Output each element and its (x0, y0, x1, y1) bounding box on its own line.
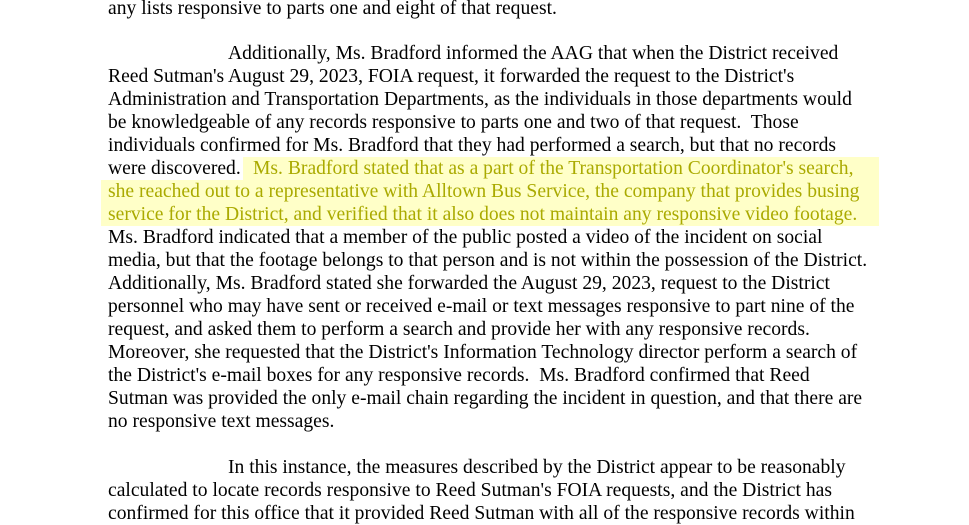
highlighted-sentence: Ms. Bradford stated that as a part of the Transportation Coordinator's search, (253, 158, 854, 179)
text-line: Additionally, Ms. Bradford stated she forwarded the August 29, 2023, request to the District (108, 273, 830, 294)
text-line: request, and asked them to perform a search and provide her with any responsive records. (108, 319, 810, 340)
highlighted-text (108, 203, 857, 226)
highlighted-text (253, 157, 853, 180)
text-line: any lists responsive to parts one and eight of that request. (108, 0, 557, 19)
paragraph-first-line: In this instance, the measures described by the District appear to be reasonably (228, 457, 846, 478)
text-line: personnel who may have sent or received e-mail or text messages responsive to part nine of the (108, 296, 855, 317)
paragraph-first-line: Additionally, Ms. Bradford informed the AAG that when the District received (228, 43, 839, 64)
text-line: confirmed for this office that it provided Reed Sutman with all of the responsive records within (108, 503, 855, 524)
text-line: no responsive text messages. (108, 411, 335, 432)
highlighted-sentence: she reached out to a representative with Alltown Bus Service, the company that provides busing (108, 181, 860, 202)
text-line: the District's e-mail boxes for any responsive records. Ms. Bradford confirmed that Reed (108, 365, 810, 386)
text-line: calculated to locate records responsive to Reed Sutman's FOIA requests, and the District has (108, 480, 832, 501)
text-line: were discovered. (108, 158, 251, 179)
text-line: be knowledgeable of any records responsive to parts one and two of that request. Those (108, 112, 799, 133)
text-line: Administration and Transportation Departments, as the individuals in those departments would (108, 89, 852, 110)
text-line: Reed Sutman's August 29, 2023, FOIA request, it forwarded the request to the District's (108, 66, 795, 87)
highlighted-sentence: service for the District, and verified that it also does not maintain any responsive video footage. (108, 204, 858, 225)
highlighted-text (108, 180, 859, 203)
text-line: Moreover, she requested that the District's Information Technology director perform a search of (108, 342, 858, 363)
text-line: media, but that the footage belongs to that person and is not within the possession of the District. (108, 250, 868, 271)
text-line: individuals confirmed for Ms. Bradford that they had performed a search, but that no records (108, 135, 837, 156)
text-line: Ms. Bradford indicated that a member of the public posted a video of the incident on social (108, 227, 823, 248)
text-line: Sutman was provided the only e-mail chain regarding the incident in question, and that there are (108, 388, 863, 409)
